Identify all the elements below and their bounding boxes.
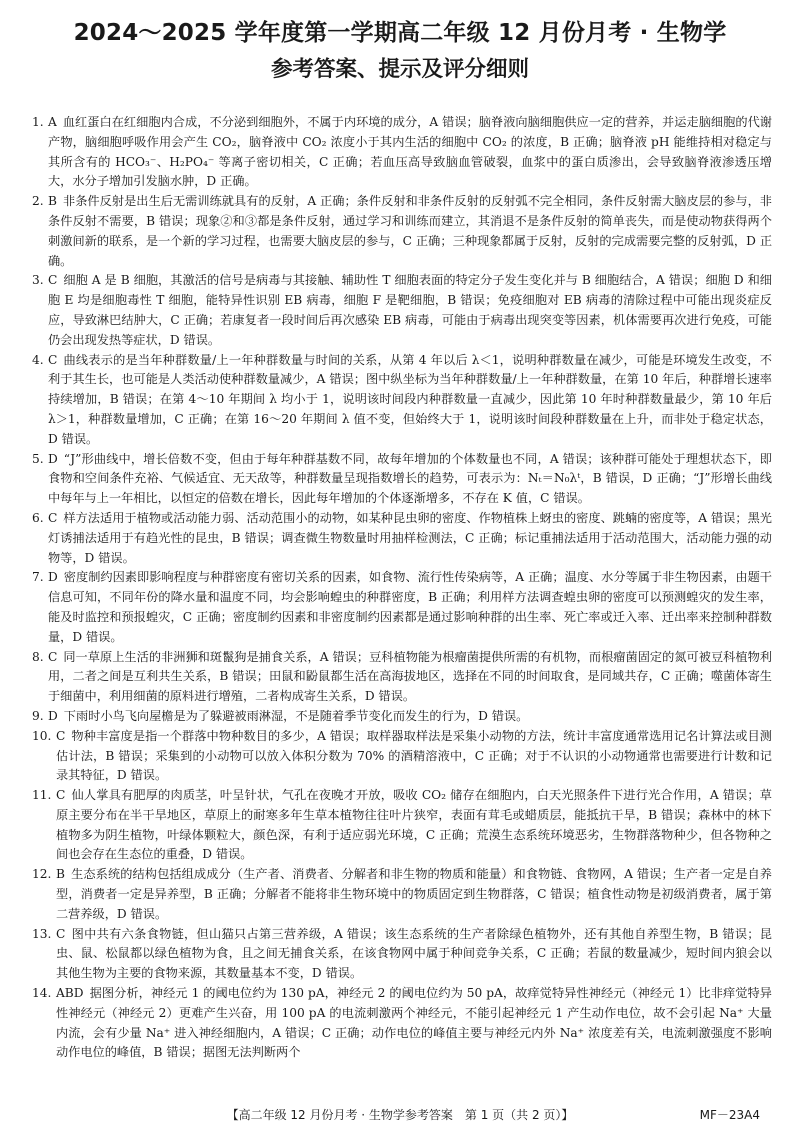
answer-item-body [56,786,772,865]
answer-item-body [56,984,772,1063]
answer-choice: D [48,451,58,466]
answer-item [32,509,772,568]
answer-item [32,707,772,727]
answer-item-number: 11. [32,788,52,803]
answer-item-number: 14. [32,986,52,1001]
answer-explanation: 物种丰富度是指一个群落中物种数目的多少，A 错误；取样器取样法是采集小动物的方法，统计丰富度通常选用记名计算法或目测估计法，B 错误；采集到的小动物可以放入体积分数为 70% 的酒精溶液中，C 正确；对于不认识的小动物通常也需要进行计数和记录其特征，D 错误。 [56,728,772,783]
answer-item-body [48,568,772,647]
answer-item [32,727,772,786]
answer-choice: C [56,728,66,743]
answer-choice: C [56,926,66,941]
answer-choice: C [48,649,58,664]
answer-item-number: 7. [32,570,44,585]
answer-item-body [48,648,772,707]
answer-item-body [48,271,772,350]
answer-item-body [48,707,772,727]
answer-choice: D [48,708,58,723]
answer-item [32,786,772,865]
answer-choice: C [48,273,58,288]
footer-code: MF－23A4 [699,1108,760,1122]
answer-explanation: 样方法适用于植物或活动能力弱、活动范围小的动物，如某种昆虫卵的密度、作物植株上蚜虫的密度、跳蝻的密度等，A 错误；黑光灯诱捕法适用于有趋光性的昆虫，B 错误；调查微生物数量时用抽样检测法，C 正确；标记重捕法适用于活动范围大，活动能力强的动物等，D 错误。 [48,510,772,565]
answer-choice: C [56,788,66,803]
answer-choice: D [48,570,58,585]
answer-explanation: 生态系统的结构包括组成成分（生产者、消费者、分解者和非生物的物质和能量）和食物链、食物网，A 错误；生产者一定是自养型，消费者一定是异养型，B 正确；分解者不能将非生物环境中的物质固定到生物群落，C 错误；植食性动物是初级消费者，属于第二营养级，D 错误。 [56,867,772,921]
answer-explanation: 据图分析，神经元 1 的阈电位约为 130 pA，神经元 2 的阈电位约为 50 pA，故痒觉特异性神经元（神经元 1）比非痒觉特异性神经元（神经元 2）更难产生兴奋，用 100 pA 的电流刺激两个神经元，不能引起神经元 1 产生动作电位，故不会引起 Na⁺ 大量内流，会有少量 Na⁺ 进入神经细胞内，A 错误；C 正确；动作电位的峰值主要与神经元内外 Na⁺ 浓度差有关，电流刺激强度不影响动作电位的峰值，B 错误；据图无法判断两个 [56,986,772,1060]
answer-item-body [56,925,772,984]
answer-list [32,113,772,1063]
answer-item-body [48,192,772,271]
answer-explanation: 曲线表示的是当年种群数量/上一年种群数量与时间的关系，从第 4 年以后 λ＜1，说明种群数量在减少，可能是环境发生改变，不利于其生长，也可能是人类活动使种群数量减少，A 错误；图中纵坐标为当年种群数量/上一年种群数量，在第 10 年后，种群增长速率持续增加，B 错误；在第 4～10 年期间 λ 均小于 1，说明该时间段内种群数量一直减少，因此第 10 年时种群数量最少，第 10 年后 λ＞1，种群数量增加，C 正确；在第 16～20 年期间 λ 值不变，但始终大于 1，说明该时间段种群数量在上升，而非处于稳定状态，D 错误。 [48,352,772,446]
answer-item-body [48,351,772,450]
answer-explanation: 血红蛋白在红细胞内合成，不分泌到细胞外，不属于内环境的成分，A 错误；脑脊液向脑细胞供应一定的营养，并运走脑细胞的代谢产物，脑细胞呼吸作用会产生 CO₂，脑脊液中 CO₂ 浓度小于其内生活的细胞中 CO₂ 的浓度，B 正确；脑脊液 pH 能维持相对稳定与其所含有的 HCO₃⁻、H₂PO₄⁻ 等离子密切相关，C 正确；若血压高导致脑血管破裂，血浆中的蛋白质渗出，会导致脑脊液渗透压增大，水分子增加引发脑水肿，D 正确。 [48,115,772,189]
answer-choice: B [56,867,65,882]
answer-item-number: 8. [32,649,44,664]
answer-item-body [48,509,772,568]
answer-item [32,192,772,271]
page-title: 2024～2025 学年度第一学期高二年级 12 月份月考 · 生物学 [73,20,727,46]
answer-item-number: 10. [32,728,52,743]
answer-choice: ABD [56,986,84,1001]
answer-item [32,351,772,450]
answer-choice: C [48,352,58,367]
answer-explanation: 非条件反射是出生后无需训练就具有的反射，A 正确；条件反射和非条件反射的反射弧不完全相同，条件反射需大脑皮层的参与，非条件反射不需要，B 错误；现象②和③都是条件反射，通过学习和训练而建立，其消退不是条件反射的简单丧失，而是使动物获得两个刺激间新的联系，是一个新的学习过程，也需要大脑皮层的参与，C 正确；三种现象都属于反射，反射的完成需要完整的反射弧，D 正确。 [48,194,772,268]
answer-explanation: 细胞 A 是 B 细胞，其激活的信号是病毒与其接触、辅助性 T 细胞表面的特定分子发生变化并与 B 细胞结合，A 错误；细胞 D 和细胞 E 均是细胞毒性 T 细胞，能特异性识别 EB 病毒，细胞 F 是靶细胞，B 错误；免疫细胞对 EB 病毒的清除过程中可能出现炎症反应，导致淋巴结肿大，C 正确；若康复者一段时间后再次感染 EB 病毒，可能由于病毒出现突变等因素，机体需要再次进行免疫，可能仍会出现发热等症状，D 错误。 [48,273,772,347]
answer-explanation: 仙人掌具有肥厚的肉质茎，叶呈针状，气孔在夜晚才开放，吸收 CO₂ 储存在细胞内，白天光照条件下进行光合作用，A 错误；草原主要分布在半干旱地区，草原上的耐寒多年生草本植物往往叶片狭窄，表面有茸毛或蜡质层，能抵抗干旱，B 错误；森林中的林下植物多为阴生植物，叶绿体颗粒大，颜色深，有利于适应弱光环境，C 正确；荒漠生态系统环境恶劣，生物群落物种少，但各物种之间也会存在生态位的重叠，D 错误。 [56,788,772,862]
answer-explanation: “J”形曲线中，增长倍数不变，但由于每年种群基数不同，故每年增加的个体数量也不同，A 错误；该种群可能处于理想状态下，即食物和空间条件充裕、气候适宜、无天敌等，种群数量呈现指数增长的趋势，可表示为：Nₜ＝N₀λᵗ，B 错误，D 正确；“J”形增长曲线中每年与上一年相比，以恒定的倍数在增长，因此每年增加的个体逐渐增多，不存在 K 值，C 错误。 [48,451,772,506]
page-footer [0,1104,800,1126]
answer-item-number: 2. [32,194,44,209]
answer-item [32,925,772,984]
answer-explanation: 同一草原上生活的非洲狮和斑鬣狗是捕食关系，A 错误；豆科植物能为根瘤菌提供所需的有机物，而根瘤菌固定的氮可被豆科植物利用，二者之间是互利共生关系，B 错误；田鼠和鼢鼠都生活在高海拔地区，选择在不同的时间取食，是同域共存，C 正确；噬菌体寄生于细菌中，利用细菌的原料进行增殖，二者构成寄生关系，D 错误。 [48,649,772,704]
answer-item-number: 4. [32,352,44,367]
answer-item [32,648,772,707]
answer-item-number: 6. [32,510,44,525]
answer-item-body [56,865,772,924]
answer-explanation: 下雨时小鸟飞向屋檐是为了躲避被雨淋湿，不是随着季节变化而发生的行为，D 错误。 [63,708,529,723]
answer-item [32,865,772,924]
answer-item-number: 9. [32,708,44,723]
answer-item [32,271,772,350]
answer-explanation: 图中共有六条食物链，但山猫只占第三营养级，A 错误；该生态系统的生产者除绿色植物外，还有其他自养型生物，B 错误；昆虫、鼠、松鼠都以绿色植物为食，且之间无捕食关系，在该食物网中属于种间竞争关系，C 正确；若鼠的数量减少，短时间内狼会以其他生物为主要的食物来源，其数量基本不变，D 错误。 [56,926,772,981]
answer-item-number: 1. [32,115,44,129]
answer-item-number: 12. [32,867,52,882]
answer-item [32,450,772,509]
answer-item-body [48,113,772,192]
answer-choice: A [48,115,57,129]
answer-explanation: 密度制约因素即影响程度与种群密度有密切关系的因素，如食物、流行性传染病等，A 正确；温度、水分等属于非生物因素，由题干信息可知，不同年份的降水量和温度不同，均会影响蝗虫的种群密度，B 正确；利用样方法调查蝗虫卵的密度可以预测蝗灾的发生率，能及时监控和预报蝗灾，C 正确；密度制约因素和非密度制约因素都是通过影响种群的出生率、死亡率或迁入率、迁出率来控制种群数量，D 错误。 [48,570,772,644]
answer-item-number: 13. [32,926,52,941]
answer-choice: C [48,510,58,525]
answer-item-number: 3. [32,273,44,288]
answer-choice: B [48,194,57,209]
answer-item [32,984,772,1063]
page-subtitle: 参考答案、提示及评分细则 [270,57,529,82]
answer-item-body [48,450,772,509]
footer-page-info: 【高二年级 12 月份月考 · 生物学参考答案 第 1 页（共 2 页）】 [226,1108,574,1122]
answer-item-body [56,727,772,786]
answer-item-number: 5. [32,451,44,466]
answer-item [32,113,772,192]
answer-item [32,568,772,647]
